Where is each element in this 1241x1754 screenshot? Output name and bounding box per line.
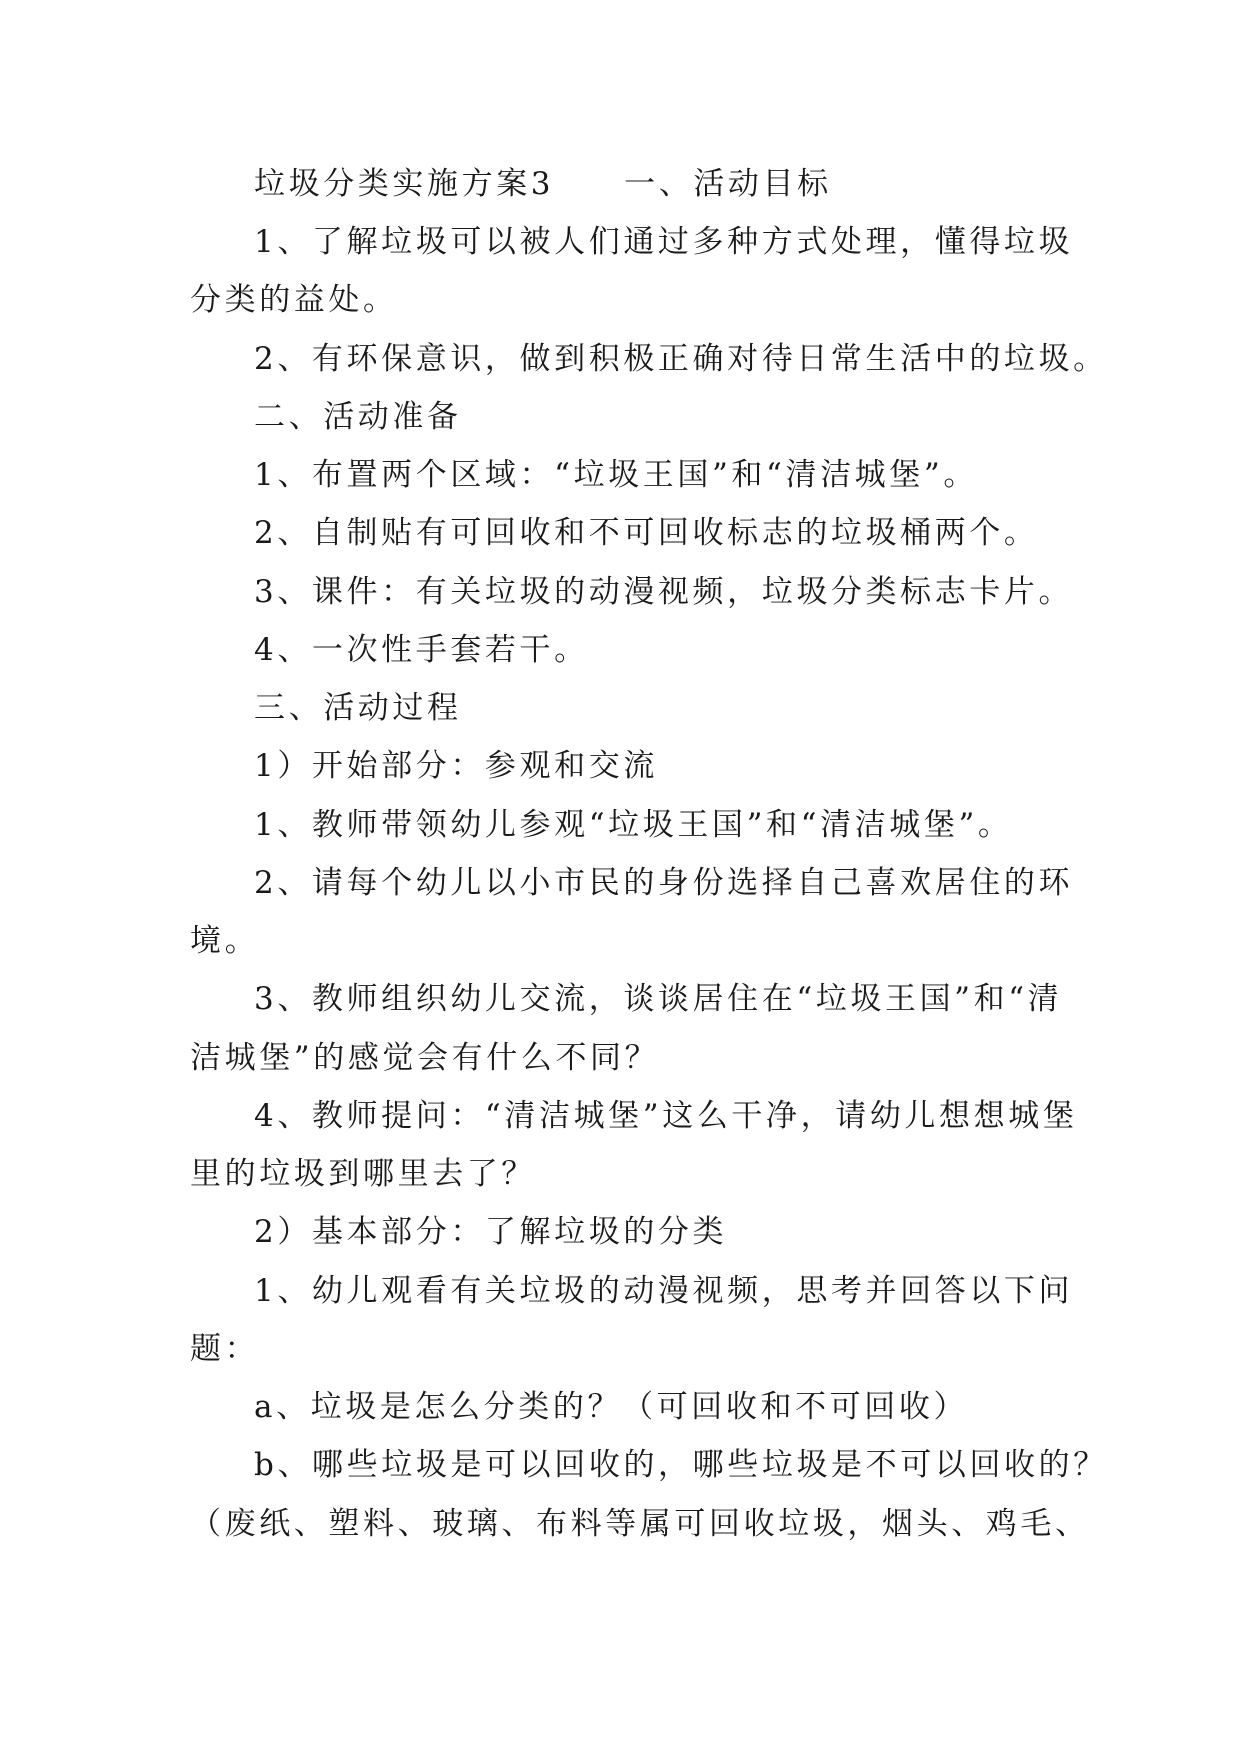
paragraph-line: （废纸、塑料、玻璃、布料等属可回收垃圾，烟头、鸡毛、 [190,1506,1090,1542]
paragraph-line: b、哪些垃圾是可以回收的，哪些垃圾是不可以回收的？ [254,1447,1108,1483]
section-heading-preparation: 二、活动准备 [254,399,462,435]
section-heading-goals: 一、活动目标 [624,166,832,202]
paragraph-line: 里的垃圾到哪里去了？ [190,1156,536,1192]
paragraph-line: 4、教师提问：“清洁城堡”这么干净，请幼儿想想城堡 [254,1098,1078,1134]
document-title: 垃圾分类实施方案3 [254,166,555,202]
paragraph-line: 2、请每个幼儿以小市民的身份选择自己喜欢居住的环 [254,865,1074,901]
paragraph-line: a、垃圾是怎么分类的？（可回收和不可回收） [254,1389,969,1425]
section-heading-process: 三、活动过程 [254,690,462,726]
paragraph-line: 题： [190,1331,260,1367]
paragraph-line: 2、有环保意识，做到积极正确对待日常生活中的垃圾。 [254,341,1108,377]
paragraph-line: 4、一次性手套若干。 [254,632,589,668]
paragraph-line: 1、了解垃圾可以被人们通过多种方式处理，懂得垃圾 [254,224,1074,260]
paragraph-line: 1、幼儿观看有关垃圾的动漫视频，思考并回答以下问 [254,1273,1074,1309]
heading-line [254,164,832,204]
paragraph-line: 境。 [190,923,260,959]
subsection-heading: 2）基本部分：了解垃圾的分类 [254,1214,728,1250]
paragraph-line: 分类的益处。 [190,282,398,318]
paragraph-line: 2、自制贴有可回收和不可回收标志的垃圾桶两个。 [254,515,1039,551]
paragraph-line: 洁城堡”的感觉会有什么不同？ [190,1040,660,1076]
paragraph-line: 3、课件：有关垃圾的动漫视频，垃圾分类标志卡片。 [254,574,1074,610]
paragraph-line: 3、教师组织幼儿交流，谈谈居住在“垃圾王国”和“清 [254,981,1063,1017]
subsection-heading: 1）开始部分：参观和交流 [254,748,658,784]
paragraph-line: 1、布置两个区域：“垃圾王国”和“清洁城堡”。 [254,457,978,493]
paragraph-line: 1、教师带领幼儿参观“垃圾王国”和“清洁城堡”。 [254,807,1013,843]
